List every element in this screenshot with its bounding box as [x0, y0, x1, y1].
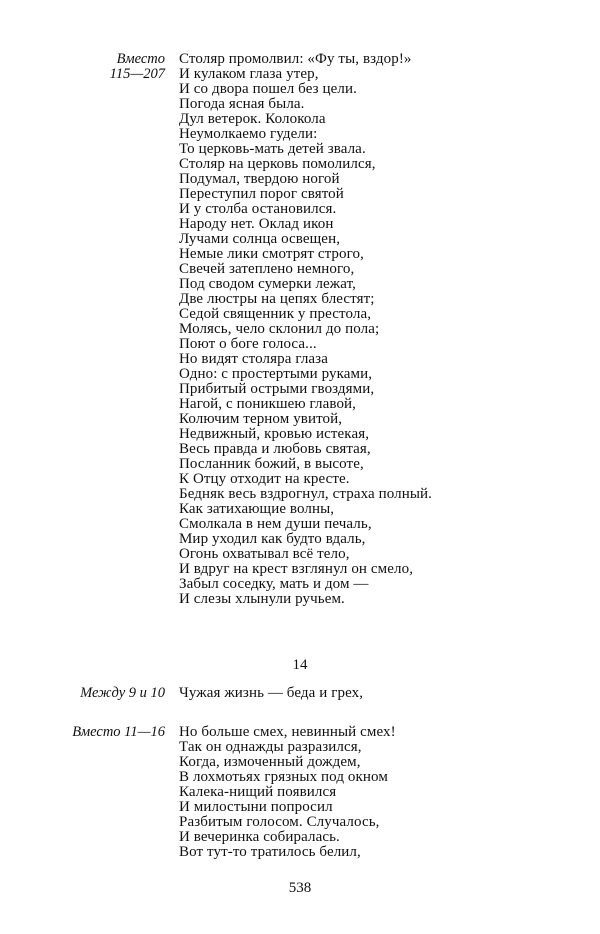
verse-line: Как затихающие волны,: [179, 501, 335, 517]
verse-line: Разбитым голосом. Случалось,: [179, 814, 380, 830]
verse-line: Переступил порог святой: [179, 186, 344, 202]
verse-line: Под сводом сумерки лежат,: [179, 276, 357, 292]
verse-line: Когда, измоченный дождем,: [179, 754, 361, 770]
verse-line: И у столба остановился.: [179, 201, 337, 217]
verse-line: То церковь-мать детей звала.: [179, 141, 366, 157]
verse-line: И со двора пошел без цели.: [179, 81, 357, 97]
verse-line: И кулаком глаза утер,: [179, 66, 319, 82]
verse-text-2: [179, 686, 579, 701]
verse-line: Вот тут-то тратилось белил,: [179, 844, 361, 860]
section-number: 14: [292, 657, 308, 673]
verse-line: Смолкала в нем души печаль,: [179, 516, 372, 532]
verse-line: Нагой, с поникшею главой,: [179, 396, 357, 412]
verse-line: Забыл соседку, мать и дом —: [179, 576, 369, 592]
verse-line: Столяр на церковь помолился,: [179, 156, 376, 172]
verse-line: Прибитый острыми гвоздями,: [179, 381, 375, 397]
verse-line: И вечеринка собиралась.: [179, 829, 340, 845]
verse-line: И слезы хлынули ручьем.: [179, 591, 345, 607]
verse-line: Колючим терном увитой,: [179, 411, 343, 427]
verse-line: К Отцу отходит на кресте.: [179, 471, 350, 487]
verse-line: Погода ясная была.: [179, 96, 305, 112]
note-line: Вместо 11—16: [72, 724, 165, 740]
note-line: Между 9 и 10: [80, 685, 165, 701]
verse-line: Одно: с простертыми руками,: [179, 366, 373, 382]
verse-line: Мир уходил как будто вдаль,: [179, 531, 366, 547]
variant-note-1: [40, 52, 165, 82]
verse-line: Чужая жизнь — беда и грех,: [179, 685, 364, 701]
verse-line: Так он однажды разразился,: [179, 739, 362, 755]
verse-line: Поют о боге голоса...: [179, 336, 317, 352]
note-line: 115—207: [109, 66, 165, 82]
verse-line: Седой священник у престола,: [179, 306, 372, 322]
verse-line: В лохмотьях грязных под окном: [179, 769, 388, 785]
verse-line: Бедняк весь вздрогнул, страха полный.: [179, 486, 432, 502]
verse-line: Народу нет. Оклад икон: [179, 216, 334, 232]
verse-text-3: [179, 725, 579, 860]
note-line: Вместо: [116, 51, 165, 67]
verse-line: Дул ветерок. Колокола: [179, 111, 326, 127]
verse-line: Посланник божий, в высоте,: [179, 456, 364, 472]
verse-line: Но видят столяра глаза: [179, 351, 328, 367]
verse-text-1: [179, 52, 579, 607]
page-number: 538: [288, 880, 312, 896]
verse-line: Весь правда и любовь святая,: [179, 441, 371, 457]
verse-line: Лучами солнца освещен,: [179, 231, 341, 247]
verse-line: Две люстры на цепях блестят;: [179, 291, 375, 307]
verse-line: Калека-нищий появился: [179, 784, 337, 800]
verse-line: Молясь, чело склонил до пола;: [179, 321, 380, 337]
verse-line: И вдруг на крест взглянул он смело,: [179, 561, 414, 577]
verse-line: Свечей затеплено немного,: [179, 261, 355, 277]
verse-line: И милостыни попросил: [179, 799, 333, 815]
verse-line: Немые лики смотрят строго,: [179, 246, 364, 262]
verse-line: Подумал, твердою ногой: [179, 171, 340, 187]
variant-note-2: [40, 686, 165, 701]
verse-line: Но больше смех, невинный смех!: [179, 724, 396, 740]
verse-line: Столяр промолвил: «Фу ты, вздор!»: [179, 51, 412, 67]
verse-line: Недвижный, кровью истекая,: [179, 426, 370, 442]
verse-line: Огонь охватывал всё тело,: [179, 546, 350, 562]
variant-note-3: [40, 725, 165, 740]
verse-line: Неумолкаемо гудели:: [179, 126, 318, 142]
